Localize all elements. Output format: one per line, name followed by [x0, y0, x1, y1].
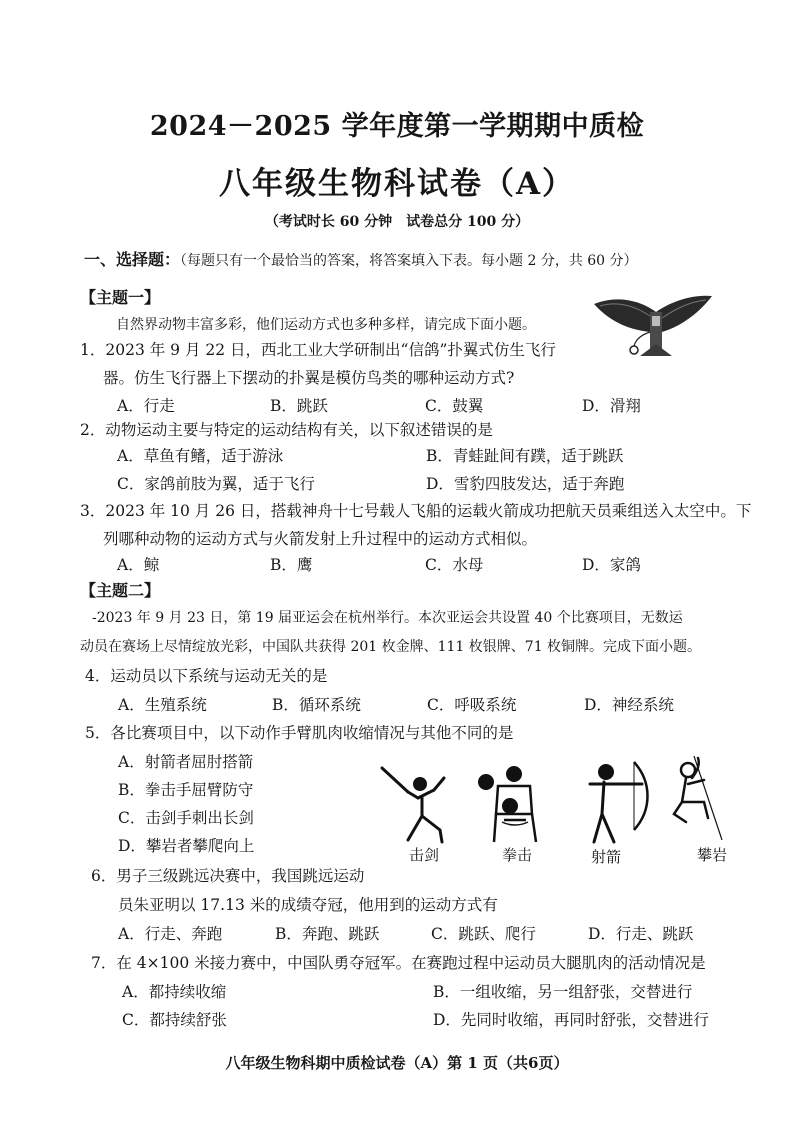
q6-line2: 员朱亚明以 17.13 米的成绩夺冠，他用到的运动方式有 — [118, 896, 498, 914]
q6-line1: 6．男子三级跳远决赛中，我国跳远运动 — [91, 867, 365, 885]
q2-option-d: D．雪豹四肢发达，适于奔跑 — [426, 475, 625, 493]
boxing-figure — [474, 762, 554, 844]
q7-line1: 7．在 4×100 米接力赛中，中国队勇夺冠军。在赛跑过程中运动员大腿肌肉的活动情况是 — [91, 954, 706, 972]
q6-option-a: A．行走、奔跑 — [118, 925, 223, 943]
caption-fencing: 击剑 — [409, 846, 440, 864]
q5-option-c: C．击剑手刺出长剑 — [118, 809, 254, 827]
theme2-tag: 【主题二】 — [80, 581, 161, 600]
q1-option-c: C．鼓翼 — [425, 397, 484, 415]
bionic-pigeon-image — [590, 286, 716, 370]
q5-line1: 5．各比赛项目中，以下动作手臂肌肉收缩情况与其他不同的是 — [85, 724, 514, 742]
archery-figure — [576, 758, 652, 844]
year-title: 2024－2025 学年度第一学期期中质检 — [149, 111, 645, 142]
q7-option-b: B．一组收缩，另一组舒张，交替进行 — [433, 983, 693, 1001]
section-instruction: （每题只有一个最恰当的答案，将答案填入下表。每小题 2 分，共 60 分） — [180, 253, 638, 269]
q3-line1: 3．2023 年 10 月 26 日，搭载神舟十七号载人飞船的运载火箭成功把航天员乘组送入太空中。下 — [80, 502, 752, 520]
q7-option-d: D．先同时收缩，再同时舒张，交替进行 — [433, 1011, 709, 1029]
theme2-intro-line1: -2023 年 9 月 23 日，第 19 届亚运会在杭州举行。本次亚运会共设置 40 个比赛项目，无数运 — [92, 610, 683, 626]
q1-option-a: A．行走 — [117, 397, 175, 415]
q3-option-a: A．鲸 — [117, 556, 160, 574]
q3-line2: 列哪种动物的运动方式与火箭发射上升过程中的运动方式相似。 — [103, 530, 538, 548]
caption-archery: 射箭 — [591, 848, 622, 866]
q6-option-c: C．跳跃、爬行 — [431, 925, 536, 943]
q5-option-a: A．射箭者屈肘搭箭 — [118, 753, 254, 771]
climbing-figure — [664, 756, 740, 840]
q1-option-b: B．跳跃 — [270, 397, 328, 415]
q4-option-d: D．神经系统 — [584, 696, 674, 714]
q4-option-a: A．生殖系统 — [118, 696, 207, 714]
q2-line1: 2．动物运动主要与特定的运动结构有关，以下叙述错误的是 — [80, 421, 493, 439]
theme2-intro-line2: 动员在赛场上尽情绽放光彩，中国队共获得 201 枚金牌、111 枚银牌、71 枚铜牌。完成下面小题。 — [80, 639, 702, 655]
theme1-tag: 【主题一】 — [80, 288, 161, 307]
fencing-figure — [378, 762, 458, 844]
q2-option-c: C．家鸽前肢为翼，适于飞行 — [117, 475, 315, 493]
theme1-intro: 自然界动物丰富多彩，他们运动方式也多种多样，请完成下面小题。 — [116, 317, 536, 333]
q1-line2: 器。仿生飞行器上下摆动的扑翼是模仿鸟类的哪种运动方式? — [103, 369, 515, 387]
q4-line1: 4．运动员以下系统与运动无关的是 — [85, 667, 328, 685]
q3-option-c: C．水母 — [425, 556, 484, 574]
q1-line1: 1．2023 年 9 月 22 日，西北工业大学研制出“信鸽”扑翼式仿生飞行 — [80, 341, 556, 359]
section-label: 一、选择题： — [84, 250, 181, 269]
q1-option-d: D．滑翔 — [582, 397, 641, 415]
exam-info: （考试时长 60 分钟 试卷总分 100 分） — [264, 214, 530, 230]
paper-title: 八年级生物科试卷（A） — [218, 166, 576, 202]
caption-boxing: 拳击 — [502, 846, 533, 864]
page-footer: 八年级生物科期中质检试卷（A）第 1 页（共6页） — [225, 1054, 569, 1072]
q2-option-b: B．青蛙趾间有蹼，适于跳跃 — [426, 447, 624, 465]
q3-option-b: B．鹰 — [270, 556, 313, 574]
q2-option-a: A．草鱼有鳍，适于游泳 — [117, 447, 284, 465]
q5-option-b: B．拳击手屈臂防守 — [118, 781, 254, 799]
q5-option-d: D．攀岩者攀爬向上 — [118, 837, 255, 855]
caption-climbing: 攀岩 — [697, 846, 728, 864]
q7-option-a: A．都持续收缩 — [122, 983, 227, 1001]
q3-option-d: D．家鸽 — [582, 556, 641, 574]
q6-option-b: B．奔跑、跳跃 — [275, 925, 380, 943]
q6-option-d: D．行走、跳跃 — [588, 925, 694, 943]
q7-option-c: C．都持续舒张 — [122, 1011, 227, 1029]
q4-option-b: B．循环系统 — [272, 696, 361, 714]
section-heading — [84, 247, 638, 270]
q4-option-c: C．呼吸系统 — [427, 696, 517, 714]
